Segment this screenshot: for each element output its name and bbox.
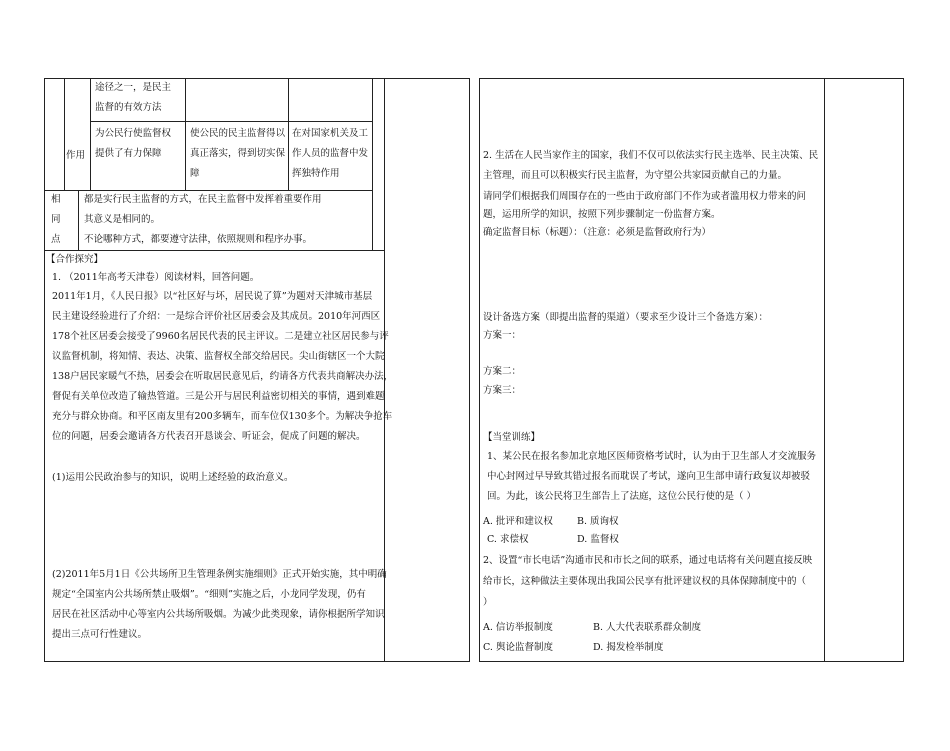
text-line: 督促有关单位改造了输热管道。三是公开与居民利益密切相关的事情，遇到难题 <box>52 391 385 402</box>
text-line: 1、某公民在报名参加北京地区医师资格考试时，认为由于卫生部人才交流服务 <box>487 451 817 462</box>
table-cell <box>84 190 322 250</box>
cell-text: 作人员的监督中发 <box>292 148 369 159</box>
text-line: 确定监督目标（标题）：（注意：必须是监督政府行为） <box>483 227 712 238</box>
text-line: 回。为此，该公民将卫生部告上了法庭，这位公民行使的是（ ） <box>487 491 757 502</box>
question-2 <box>52 565 387 645</box>
table-line <box>372 78 373 250</box>
table-line <box>64 78 65 190</box>
cell-text: 点 <box>51 234 61 245</box>
text-line: 中心封网过早导致其错过报名而耽误了考试，遂向卫生部申请行政复议却被驳 <box>487 471 811 482</box>
question-1-intro: 1. （2011年高考天津卷）阅读材料，回答问题。 <box>52 272 260 283</box>
question-1-sub: (1)运用公民政治参与的知识，说明上述经验的政治意义。 <box>52 472 294 483</box>
training-q1 <box>487 447 816 507</box>
text-line: 位的问题，居委会邀请各方代表召开恳谈会、听证会，促成了问题的解决。 <box>52 431 366 442</box>
plan-1-label: 方案一： <box>483 330 522 341</box>
text-line: 规定“全国室内公共场所禁止吸烟”。“细则”实施之后，小龙同学发现，仍有 <box>52 589 366 600</box>
text-line: 请同学们根据我们周围存在的一些由于政府部门不作为或者滥用权力带来的问 <box>483 191 807 202</box>
text-line: 178个社区居委会接受了9960名居民代表的民主评议。二是建立社区居民参与评 <box>52 331 389 342</box>
instructions <box>483 188 806 242</box>
cell-text: 途径之一，是民主 <box>95 82 172 93</box>
table-line <box>288 78 289 190</box>
option-b: B. 质询权 <box>577 516 619 527</box>
text-line: 给市长，这种做法主要体现出我国公民享有批评建议权的具体保障制度中的（ <box>483 576 807 587</box>
table-line <box>185 78 186 190</box>
text-line: 主管理，而且可以积极实行民主监督，为守望公共家园贡献自己的力量。 <box>483 170 788 181</box>
option-b: B. 人大代表联系群众制度 <box>593 622 702 633</box>
cell-text: 使公民的民主监督得以 <box>190 128 286 139</box>
text-line: 提出三点可行性建议。 <box>52 629 148 640</box>
text-line: 题，运用所学的知识，按照下列步骤制定一份监督方案。 <box>483 209 721 220</box>
design-plans-line: 设计备选方案（即提出监督的渠道）（要求至少设计三个备选方案）： <box>483 312 769 323</box>
option-a: A. 批评和建议权 <box>483 516 553 527</box>
cell-text: 挥独特作用 <box>292 168 340 179</box>
cell-text: 为公民行使监督权 <box>95 128 172 139</box>
cell-text: 提供了有力保障 <box>95 148 162 159</box>
text-line: 民主建设经验进行了介绍：一是综合评价社区居委会及其成员。2010年河西区 <box>52 311 381 322</box>
text-line: 2011年1月，《人民日报》以“社区好与坏，居民说了算”为题对天津城市基层 <box>52 291 373 302</box>
option-d: D. 监督权 <box>577 534 619 545</box>
text-line: 充分与群众协商。和平区南友里有200多辆车，而车位仅130多个。为解决争抢车 <box>52 411 393 422</box>
cell-text: 真正落实，得到切实保 <box>190 148 286 159</box>
row-label-effect: 作用 <box>66 150 86 161</box>
table-cell <box>95 124 171 164</box>
row-label-same <box>51 190 61 250</box>
option-c: C. 舆论监督制度 <box>483 642 553 653</box>
section-title: 【合作探究】 <box>46 254 104 265</box>
plan-2-label: 方案二： <box>483 366 522 377</box>
text-line: 议监督机制，将知情、表达、决策、监督权全部交给居民。尖山街辖区一个大院 <box>52 351 385 362</box>
text-line: 居民在社区活动中心等室内公共场所吸烟。为减少此类现象，请你根据所学知识 <box>52 609 385 620</box>
table-cell <box>95 78 183 118</box>
right-margin-divider <box>824 78 825 662</box>
table-cell <box>190 124 285 184</box>
cell-text: 都是实行民主监督的方式，在民主监督中发挥着重要作用 <box>84 194 322 205</box>
option-c: C. 求偿权 <box>487 534 529 545</box>
table-cell <box>292 124 368 184</box>
text-line: 2、设置“市长电话”沟通市民和市长之间的联系，通过电话将有关问题直接反映 <box>483 555 813 566</box>
training-title: 【当堂训练】 <box>483 432 541 443</box>
option-a: A. 信访举报制度 <box>483 622 553 633</box>
cell-text: 其意义是相同的。 <box>84 214 161 225</box>
table-line <box>90 121 372 122</box>
plan-3-label: 方案三： <box>483 385 522 396</box>
cell-text: 在对国家机关及工 <box>292 128 369 139</box>
text-line: 2. 生活在人民当家作主的国家，我们不仅可以依法实行民主选举、民主决策、民 <box>483 150 819 161</box>
cell-text: 障 <box>190 168 200 179</box>
table-line <box>78 190 79 250</box>
cell-text: 同 <box>51 214 61 225</box>
cell-text: 监督的有效方法 <box>95 102 162 113</box>
text-line: (2)2011年5月1日《公共场所卫生管理条例实施细则》正式开始实施，其中明确 <box>52 569 387 580</box>
table-line <box>44 250 384 251</box>
text-line: ） <box>483 597 493 608</box>
cell-text: 相 <box>51 194 61 205</box>
question-2-design <box>483 146 818 186</box>
training-q2 <box>483 550 812 613</box>
cell-text: 不论哪种方式，都要遵守法律，依照规则和程序办事。 <box>84 234 313 245</box>
option-d: D. 揭发检举制度 <box>593 642 664 653</box>
question-1-material <box>52 287 393 447</box>
table-line <box>90 78 91 190</box>
text-line: 138户居民家暖气不热，居委会在听取居民意见后，约请各方代表共商解决办法， <box>52 371 394 382</box>
